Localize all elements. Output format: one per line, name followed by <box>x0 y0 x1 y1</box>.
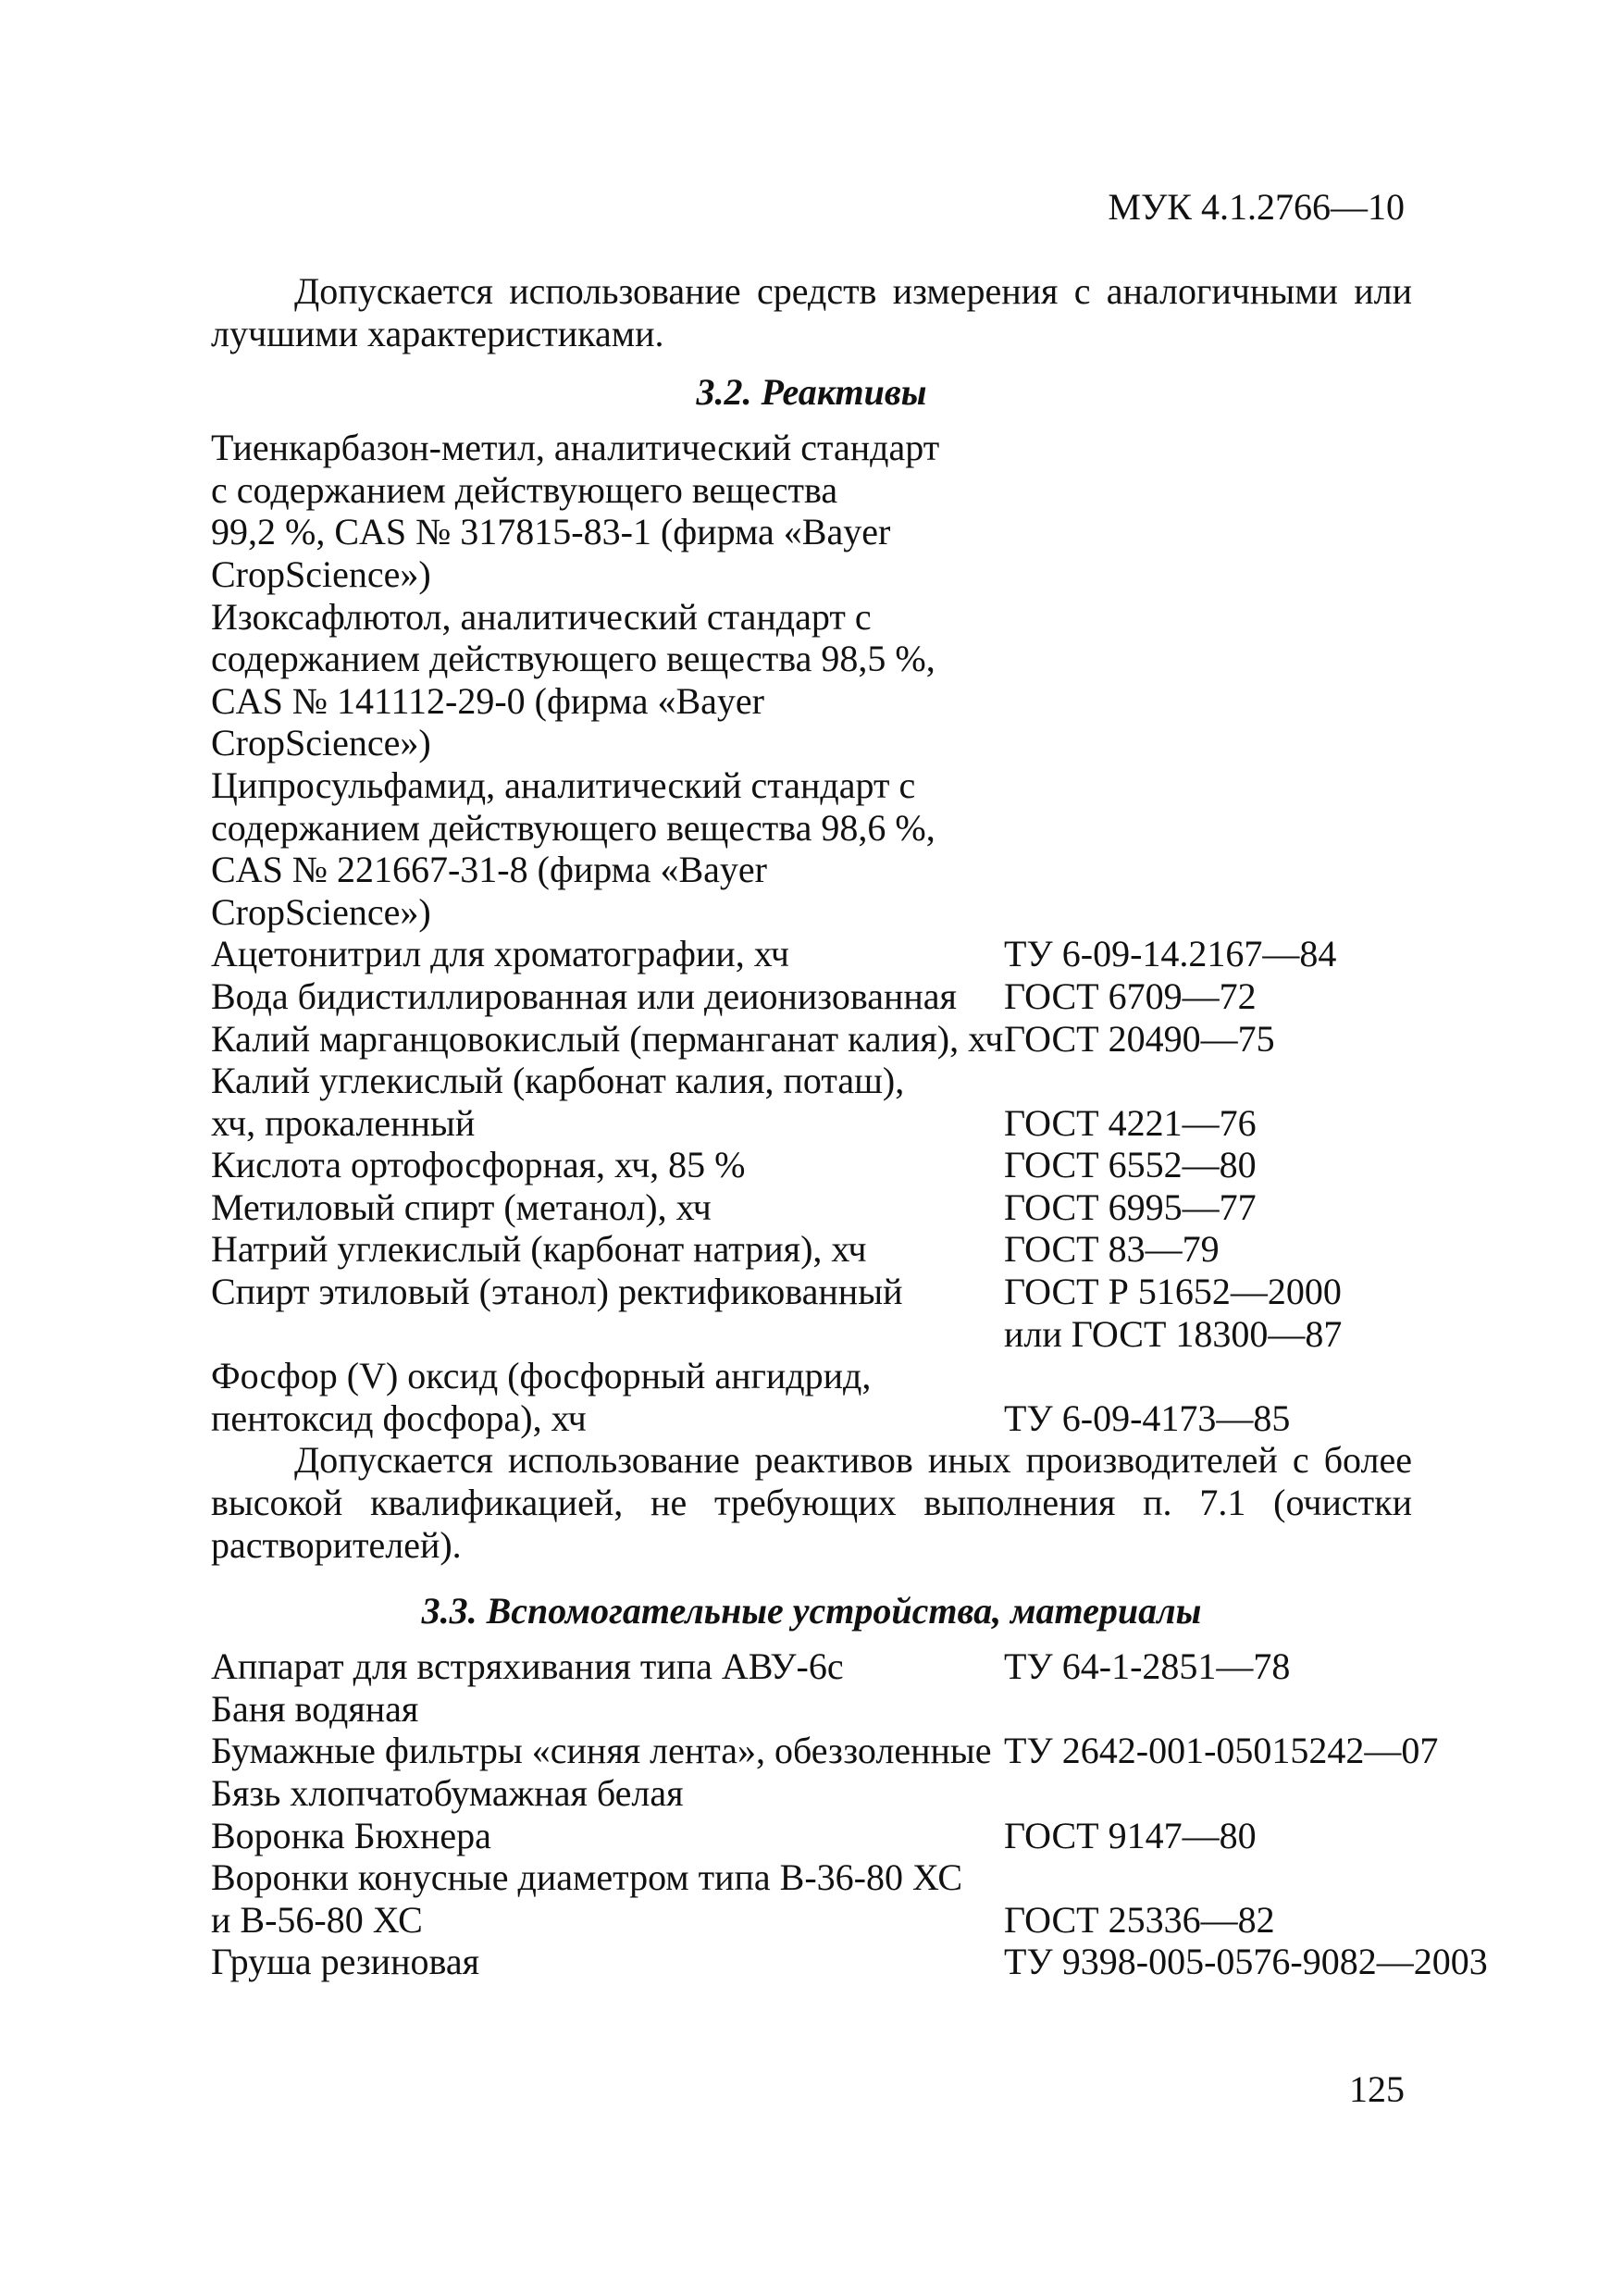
reagent-standard <box>1004 1186 1412 1229</box>
auxiliary-name-line: Бумажные фильтры «синяя лента», обеззоленные <box>211 1730 992 1772</box>
reagent-standard <box>1004 975 1412 1018</box>
auxiliary-row <box>211 1941 1488 1983</box>
reagent-name-line: Натрий углекислый (карбонат натрия), хч <box>211 1228 867 1271</box>
reagent-row <box>211 764 1412 933</box>
reagent-name-line: CropScience») <box>211 722 431 764</box>
document-body <box>211 270 1488 1983</box>
reagent-row <box>211 1186 1412 1229</box>
reagent-name-line: Метиловый спирт (метанол), хч <box>211 1185 712 1228</box>
reagent-name-line: Изоксафлютол, аналитический стандарт с <box>211 595 872 638</box>
reagent-standard-line: ГОСТ 6995—77 <box>1004 1185 1257 1228</box>
auxiliary-name <box>211 1688 1004 1731</box>
reagent-name-line <box>211 1313 1004 1356</box>
auxiliary-name <box>211 1645 1004 1688</box>
reagent-name-line: Фосфор (V) оксид (фосфорный ангидрид, <box>211 1355 872 1397</box>
reagent-name-line: хч, прокаленный <box>211 1101 476 1144</box>
reagent-standard-line: ГОСТ 6709—72 <box>1004 974 1257 1017</box>
auxiliary-name-line: Бязь хлопчатобумажная белая <box>211 1772 684 1814</box>
reagent-row <box>211 427 1412 595</box>
reagent-standard-line: ТУ 6-09-14.2167—84 <box>1004 933 1337 975</box>
reagent-row <box>211 596 1412 764</box>
auxiliary-list <box>211 1645 1488 1983</box>
reagent-row <box>211 1060 1412 1144</box>
reagent-name-line: Ципросульфамид, аналитический стандарт с <box>211 763 916 806</box>
auxiliary-name <box>211 1856 1004 1941</box>
reagent-name <box>211 764 1004 933</box>
auxiliary-standard-line: ГОСТ 9147—80 <box>1004 1814 1257 1856</box>
reagent-name-line: CAS № 221667-31-8 (фирма «Bayer <box>211 849 767 891</box>
reagent-name-line: содержанием действующего вещества 98,5 %, <box>211 638 935 680</box>
auxiliary-standard <box>1004 1815 1412 1857</box>
reagent-row <box>211 1144 1412 1186</box>
auxiliary-name <box>211 1730 1004 1772</box>
reagent-name-line: с содержанием действующего вещества <box>211 468 838 511</box>
auxiliary-standard <box>1004 1730 1438 1772</box>
auxiliary-name <box>211 1815 1004 1857</box>
section-title-reagents: 3.2. Реактивы <box>696 371 927 414</box>
auxiliary-row <box>211 1645 1412 1688</box>
reagent-row <box>211 933 1412 975</box>
reagent-name-line: Калий марганцовокислый (перманганат калия), хч <box>211 1017 1004 1060</box>
auxiliary-row <box>211 1730 1439 1772</box>
auxiliary-standard <box>1004 1899 1412 1942</box>
reagent-standard <box>1004 933 1412 975</box>
auxiliary-standard <box>1004 1645 1412 1688</box>
reagents-list <box>211 427 1412 1439</box>
reagent-name-line: Спирт этиловый (этанол) ректификованный <box>211 1271 903 1313</box>
auxiliary-name <box>211 1941 1004 1983</box>
reagent-row <box>211 1228 1412 1271</box>
reagent-standard-line: ГОСТ 4221—76 <box>1004 1101 1257 1144</box>
reagent-standard <box>1004 1228 1412 1271</box>
reagent-name <box>211 1355 1004 1439</box>
reagent-name <box>211 1144 1004 1186</box>
auxiliary-name-line: и В-56-80 ХС <box>211 1898 423 1941</box>
reagent-name <box>211 596 1004 764</box>
reagent-name-line: Калий углекислый (карбонат калия, поташ), <box>211 1060 905 1102</box>
reagent-standard <box>1004 1144 1412 1186</box>
reagent-standard-line: ГОСТ 83—79 <box>1004 1228 1220 1271</box>
auxiliary-standard-line: ТУ 9398-005-0576-9082—2003 <box>1004 1941 1488 1983</box>
auxiliary-standard-line: ГОСТ 25336—82 <box>1004 1898 1275 1941</box>
reagent-row <box>211 1355 1412 1439</box>
reagent-name <box>211 1186 1004 1229</box>
reagent-name <box>211 1271 1004 1355</box>
reagent-standard-line: ТУ 6-09-4173—85 <box>1004 1396 1291 1439</box>
intro-paragraph: Допускается использование средств измерения с аналогичными или лучшими характеристиками. <box>211 270 1412 354</box>
reagent-standard <box>1004 1102 1412 1145</box>
auxiliary-name-line: Аппарат для встряхивания типа АВУ-6с <box>211 1645 844 1688</box>
reagent-standard <box>1004 1397 1412 1440</box>
auxiliary-row <box>211 1856 1412 1941</box>
auxiliary-standard-line: ТУ 64-1-2851—78 <box>1004 1645 1291 1688</box>
page-number: 125 <box>1349 2068 1405 2110</box>
auxiliary-row <box>211 1815 1412 1857</box>
reagent-name-line: Тиенкарбазон-метил, аналитический стандарт <box>211 427 940 469</box>
reagent-row <box>211 1271 1412 1355</box>
reagent-row <box>211 975 1412 1018</box>
reagent-name-line: Вода бидистиллированная или деионизованная <box>211 974 957 1017</box>
reagent-name <box>211 933 1004 975</box>
reagent-standard <box>1004 1271 1412 1355</box>
section-title-auxiliary: 3.3. Вспомогательные устройства, материалы <box>421 1590 1202 1632</box>
reagent-standard <box>1004 1018 1412 1061</box>
auxiliary-standard-line: ТУ 2642-001-05015242—07 <box>1004 1730 1439 1772</box>
auxiliary-name-line: Воронки конусные диаметром типа В-36-80 ХС <box>211 1856 963 1899</box>
reagent-name-line: Кислота ортофосфорная, хч, 85 % <box>211 1144 746 1186</box>
reagent-name-line: пентоксид фосфора), хч <box>211 1396 587 1439</box>
reagent-name-line: содержанием действующего вещества 98,6 %, <box>211 806 935 849</box>
reagent-standard-line: ГОСТ Р 51652—2000 <box>1004 1271 1342 1313</box>
reagent-standard-line: или ГОСТ 18300—87 <box>1004 1312 1343 1355</box>
reagent-standard-line: ГОСТ 20490—75 <box>1004 1017 1275 1060</box>
reagent-name <box>211 975 1004 1018</box>
reagent-name-line: Ацетонитрил для хроматографии, хч <box>211 933 789 975</box>
auxiliary-name-line: Воронка Бюхнера <box>211 1814 491 1856</box>
reagent-name <box>211 1228 1004 1271</box>
auxiliary-standard <box>1004 1941 1488 1983</box>
reagent-name <box>211 1018 1004 1061</box>
auxiliary-name-line: Груша резиновая <box>211 1941 479 1983</box>
reagent-name-line: CAS № 141112-29-0 (фирма «Bayer <box>211 679 764 722</box>
auxiliary-row <box>211 1772 1412 1815</box>
reagent-name-line: 99,2 %, CAS № 317815-83-1 (фирма «Bayer <box>211 511 891 553</box>
reagent-name-line: CropScience») <box>211 890 431 933</box>
auxiliary-name <box>211 1772 1004 1815</box>
auxiliary-name-line: Баня водяная <box>211 1687 419 1730</box>
reagent-name <box>211 1060 1004 1144</box>
reagent-row <box>211 1018 1412 1061</box>
auxiliary-row <box>211 1688 1412 1731</box>
reagent-name-line: CropScience») <box>211 552 431 595</box>
reagents-note: Допускается использование реактивов иных производителей с более высокой квалификацией, не требующих выполнения п. 7.1 (очистки растворителей). <box>211 1439 1412 1566</box>
reagent-name <box>211 427 1004 595</box>
document-code-header: МУК 4.1.2766—10 <box>1108 186 1405 228</box>
reagent-standard-line: ГОСТ 6552—80 <box>1004 1144 1257 1186</box>
